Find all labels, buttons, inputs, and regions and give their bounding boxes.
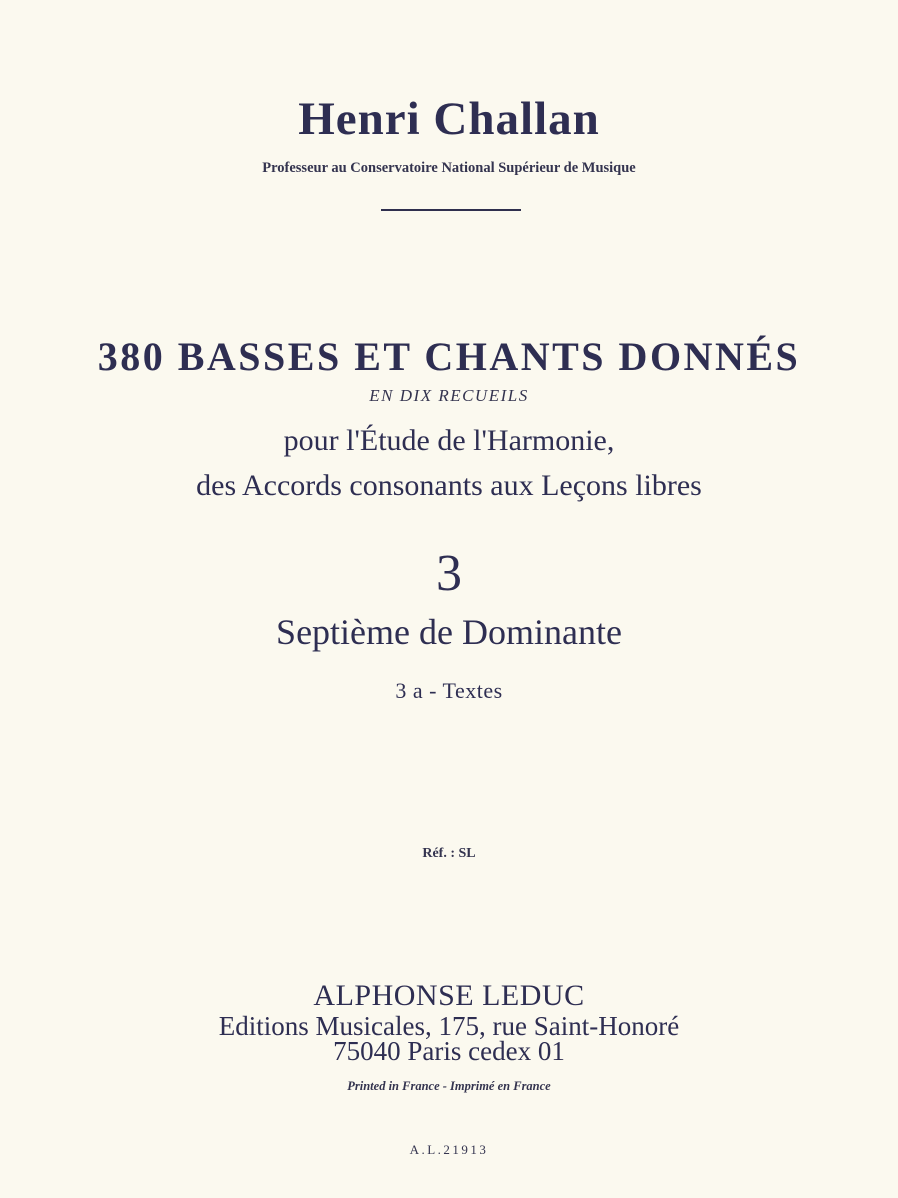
work-title: 380 BASSES ET CHANTS DONNÉS (97, 334, 801, 379)
work-subtitle: EN DIX RECUEILS (369, 386, 529, 405)
volume-part: 3 a - Textes (395, 678, 503, 703)
reference-code: Réf. : SL (422, 846, 476, 861)
publisher-address-line-1: Editions Musicales, 175, rue Saint-Honoré (218, 1011, 680, 1041)
author-affiliation: Professeur au Conservatoire National Supérieur de Musique (262, 160, 636, 176)
title-divider (381, 209, 521, 211)
volume-title: Septième de Dominante (276, 612, 622, 652)
work-description-line-2: des Accords consonants aux Leçons libres (196, 469, 702, 502)
volume-number: 3 (436, 545, 462, 602)
publisher-name: ALPHONSE LEDUC (313, 979, 585, 1012)
printed-in-notice: Printed in France - Imprimé en France (347, 1079, 551, 1093)
work-description-line-1: pour l'Étude de l'Harmonie, (283, 424, 615, 457)
catalog-number: A.L.21913 (409, 1142, 489, 1157)
author-name: Henri Challan (298, 93, 600, 145)
publisher-address-line-2: 75040 Paris cedex 01 (333, 1036, 565, 1066)
